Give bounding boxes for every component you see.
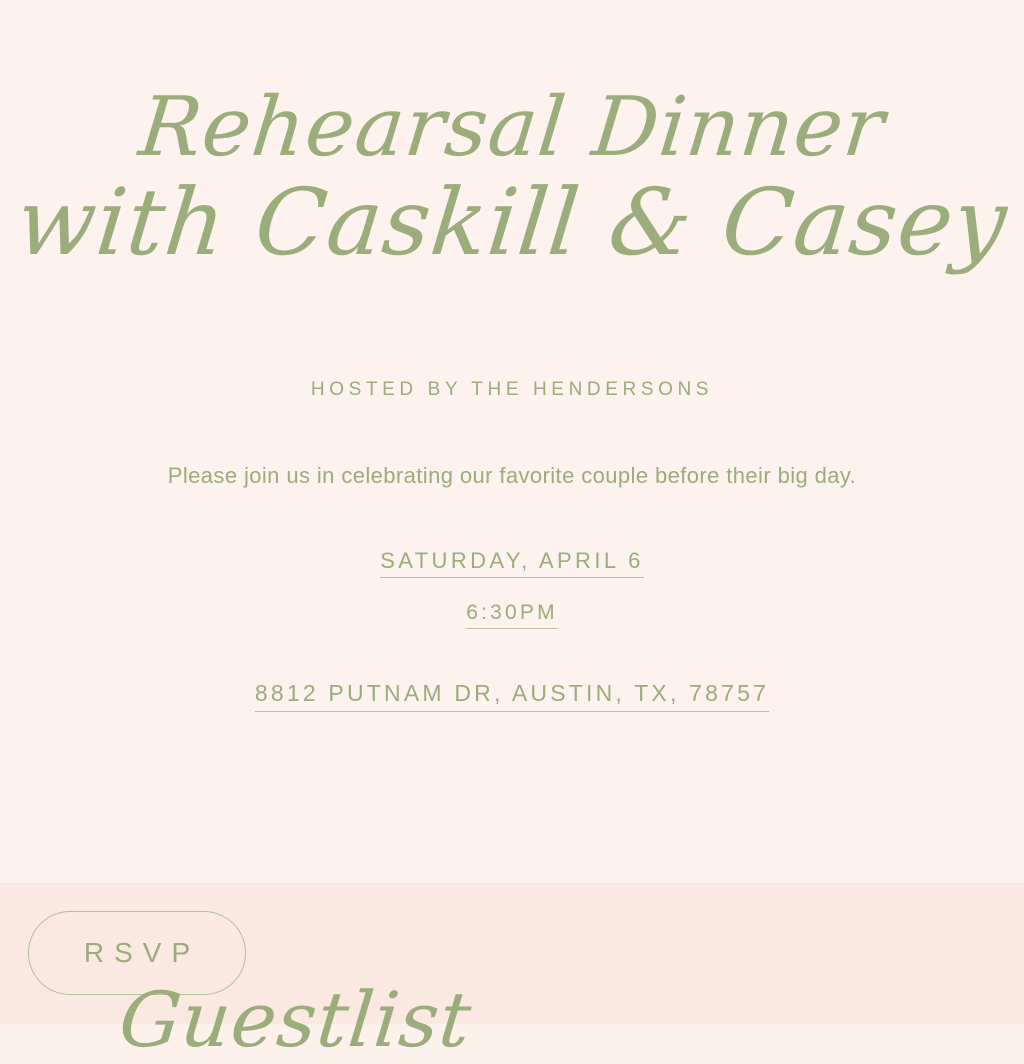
event-address-text: 8812 PUTNAM DR, AUSTIN, TX, 78757	[255, 680, 769, 712]
event-time: 6:30PM	[466, 601, 558, 629]
hosted-by-text: HOSTED BY THE HENDERSONS	[310, 379, 714, 400]
invitation-intro-text: Please join us in celebrating our favorite couple before their big day.	[167, 463, 857, 488]
event-date: SATURDAY, APRIL 6	[380, 548, 644, 578]
rsvp-button[interactable]: RSVP	[28, 911, 246, 995]
next-section-heading: Guestlist	[115, 975, 477, 1064]
event-datetime	[0, 548, 1024, 629]
headline-line-1: Rehearsal Dinner	[134, 80, 890, 175]
headline-line-2: with Caskill & Casey	[11, 168, 1013, 276]
event-address	[0, 680, 1024, 712]
invitation-headline	[0, 80, 1024, 276]
